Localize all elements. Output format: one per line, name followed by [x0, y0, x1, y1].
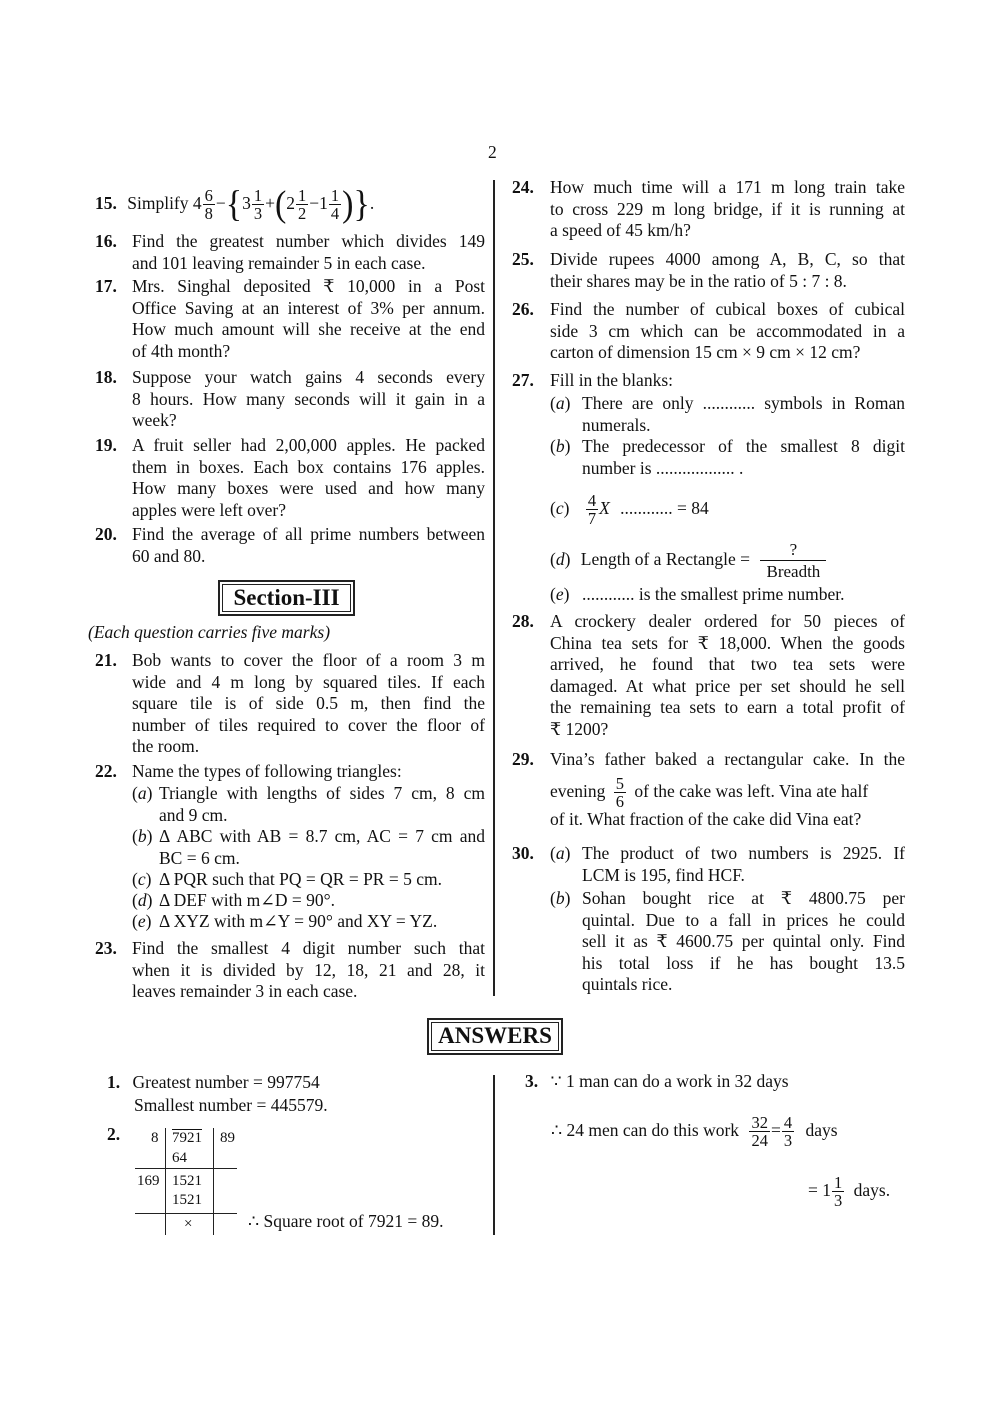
subtrahend: 64 [172, 1150, 187, 1166]
answer-number: 1. [107, 1072, 121, 1092]
text-line: a speed of 45 km/h? [550, 220, 691, 241]
question-body [159, 911, 485, 933]
text-line: numerals. [582, 414, 651, 435]
question-number: 21. [95, 650, 117, 670]
text-line: Sohan bought rice at ₹ 4800.75 per [582, 888, 905, 908]
text-line: of it. What fraction of the cake did Vina eat? [550, 808, 862, 829]
text-line: The predecessor of the smallest 8 digit [582, 436, 905, 456]
text-line: Vina’s father baked a rectangular cake. In the [550, 749, 905, 769]
text-line: Triangle with lengths of sides 7 cm, 8 cm [159, 783, 485, 803]
question-body [582, 393, 905, 436]
number: 2 [286, 193, 296, 213]
answer-3-step: ∴ 24 men can do this work $\frac{32}{24}$ = $\frac{4}{3}$ days [551, 1113, 838, 1151]
quotient: 89 [220, 1130, 235, 1146]
text-line: Find the average of all prime numbers between [132, 524, 485, 544]
sub-label: ( e ) [132, 911, 151, 933]
question-body [132, 231, 485, 274]
question-body [159, 826, 485, 869]
divisor: 8 [151, 1130, 159, 1146]
answer-text: Greatest number = 997754 [132, 1072, 320, 1092]
column-divider [493, 180, 495, 996]
sub-label: (c) [550, 498, 570, 518]
text-line: Δ ABC with AB = 8.7 cm, AC = 7 cm and [159, 826, 485, 846]
section-note: (Each question carries five marks) [88, 622, 331, 642]
question-15 [95, 182, 374, 224]
remainder: 1521 [172, 1173, 202, 1189]
blank-text: ............ = 84 [620, 498, 709, 518]
sub-label: ( e ) [550, 584, 569, 606]
question-body [132, 435, 485, 521]
question-body [550, 611, 905, 741]
fraction: $\frac{1}{3}$ [253, 186, 263, 224]
text-line: A crockery dealer ordered for 50 pieces of [550, 611, 905, 631]
answer-1 [107, 1071, 328, 1117]
question-body [159, 890, 485, 912]
text-line: damaged. At what price per set should he sell [550, 675, 905, 696]
fraction: $\frac{6}{8}$ [204, 186, 213, 224]
text-line: Mrs. Singhal deposited ₹ 10,000 in a Post [132, 276, 485, 296]
question-text: Simplify [127, 193, 189, 213]
question-body [159, 783, 485, 826]
text-line: Δ DEF with m∠D = 90°. [159, 890, 335, 910]
text-line: Office Saving at an interest of 3% per annum. [132, 297, 485, 318]
question-body [582, 843, 905, 886]
text-line: evening $\frac{5}{6}$ of the cake was left. Vina ate half [550, 774, 869, 812]
question-body [582, 584, 905, 606]
text-line: China tea sets for ₹ 18,000. When the goods [550, 632, 905, 653]
text-line: BC = 6 cm. [159, 847, 240, 868]
text-line: their shares may be in the ratio of 5 : 7 : 8. [550, 270, 847, 291]
text-line: quintals rice. [582, 974, 673, 995]
text-line: of 4th month? [132, 340, 231, 361]
question-body [132, 650, 485, 758]
question-body [132, 761, 485, 783]
text-line: ₹ 1200? [550, 718, 609, 739]
text-line: side 3 cm which can be accommodated in a [550, 320, 905, 341]
sub-label: ( d ) [132, 890, 152, 912]
sub-label: ( b ) [550, 436, 570, 458]
number: 4 [192, 193, 202, 213]
text-line: How many boxes were used and how many [132, 478, 485, 499]
sub-label: ( b ) [550, 888, 570, 910]
number: 3 [242, 193, 251, 213]
text-line: and 101 leaving remainder 5 in each case. [132, 252, 426, 273]
answers-column-divider [493, 1075, 495, 1235]
question-number: 20. [95, 524, 117, 544]
fraction: $\frac{4}{3}$ [783, 1113, 793, 1151]
sub-label: ( b ) [132, 826, 152, 848]
question-body [132, 367, 485, 432]
question-body [159, 869, 485, 891]
text-line: apples were left over? [132, 499, 287, 520]
sub-label: ( a ) [550, 843, 570, 865]
zero-remainder: × [184, 1216, 193, 1232]
fraction: $\frac{5}{6}$ [615, 774, 625, 812]
text-line: and 9 cm. [159, 804, 228, 825]
text-line: when it is divided by 12, 18, 21 and 28, it [132, 959, 485, 980]
text-line: quintal. Due to a fall in prices he could [582, 909, 905, 930]
answer-3 [525, 1071, 789, 1092]
question-number: 29. [512, 749, 534, 769]
text-line: to cross 229 m long bridge, if it is running at [550, 198, 905, 219]
divisor: 169 [137, 1173, 160, 1189]
text-line: Find the number of cubical boxes of cubical [550, 299, 905, 319]
text-line: Divide rupees 4000 among A, B, C, so that [550, 249, 905, 269]
text-line: arrived, he found that two tea sets were [550, 654, 905, 675]
question-body [132, 938, 485, 1003]
text-line: wide and 4 m long by squared tiles. If each [132, 671, 485, 692]
text-line: the remaining tea sets to earn a total profit of [550, 697, 905, 718]
fraction: $\frac{32}{24}$ [751, 1113, 768, 1151]
question-body [550, 249, 905, 292]
text-line: carton of dimension 15 cm × 9 cm × 12 cm? [550, 342, 861, 363]
question-number: 28. [512, 611, 534, 631]
page-number: 2 [488, 142, 497, 162]
question-27c [550, 487, 709, 529]
question-number: 19. [95, 435, 117, 455]
text-line: Δ XYZ with m∠Y = 90° and XY = YZ. [159, 911, 438, 931]
question-body [132, 524, 485, 567]
sub-label: ( a ) [550, 393, 570, 415]
sub-label: (d) [550, 549, 571, 569]
text-line: Find the smallest 4 digit number such that [132, 938, 485, 958]
fraction: $\frac{1}{3}$ [834, 1173, 843, 1211]
text-line: How much time will a 171 m long train take [550, 177, 905, 197]
question-number: 25. [512, 249, 534, 269]
variable: X [599, 498, 610, 518]
answer-text: days [805, 1120, 838, 1140]
number: 1 [319, 193, 328, 213]
text-line: The product of two numbers is 2925. If [582, 843, 905, 863]
text-line: leaves remainder 3 in each case. [132, 981, 358, 1002]
fraction: $\frac{4}{7}$ [587, 491, 597, 529]
text-line: Bob wants to cover the floor of a room 3 m [132, 650, 485, 670]
answer-text: ∴ 24 men can do this work [551, 1120, 740, 1140]
question-number: 23. [95, 938, 117, 958]
question-body [582, 436, 905, 479]
text-line: How much amount will she receive at the end [132, 319, 485, 340]
question-27d [550, 537, 827, 582]
question-30-number: 30. [512, 843, 534, 863]
question-number: 16. [95, 231, 117, 251]
answers-heading: ANSWERS [427, 1018, 563, 1055]
question-number: 15. [95, 193, 117, 213]
subtrahend: 1521 [172, 1192, 202, 1208]
question-number: 27. [512, 370, 534, 390]
question-body [132, 276, 485, 362]
text-line: 8 hours. How many seconds will it gain in a [132, 388, 485, 409]
text-line: Suppose your watch gains 4 seconds every [132, 367, 485, 387]
question-number: 17. [95, 276, 117, 296]
section-heading: Section-III [218, 580, 355, 616]
question-number: 24. [512, 177, 534, 197]
answer-text: ∵ 1 man can do a work in 32 days [550, 1071, 789, 1091]
text-line: ............ is the smallest prime number. [582, 584, 845, 604]
answer-text: ∴ Square root of 7921 = 89. [248, 1211, 444, 1231]
answer-number: 2. [107, 1124, 121, 1144]
question-body [582, 888, 905, 996]
question-number: 26. [512, 299, 534, 319]
text-line: Name the types of following triangles: [132, 761, 402, 781]
fraction: $\frac{1}{4}$ [330, 186, 340, 224]
text-line: A fruit seller had 2,00,000 apples. He packed [132, 435, 485, 455]
sub-label: ( c ) [132, 869, 151, 891]
text-line: square tile is of side 0.5 m, then find the [132, 693, 485, 714]
text-line: LCM is 195, find HCF. [582, 864, 745, 885]
question-body [550, 177, 905, 242]
question-number: 22. [95, 761, 117, 781]
text-line: Δ PQR such that PQ = QR = PR = 5 cm. [159, 869, 442, 889]
answer-number: 3. [525, 1071, 539, 1091]
fraction: $\frac{1}{2}$ [298, 186, 307, 224]
answer-text: Smallest number = 445579. [134, 1095, 328, 1115]
answer-3-result: = 1 $\frac{1}{3}$ days. [808, 1173, 891, 1211]
math-expression: 4 $\frac{6}{8}$ −{3 $\frac{1}{3}$ +(2 $\frac{1}{2}$ −1 $\frac{1}{4}$ )}. [192, 184, 375, 225]
question-body [550, 370, 905, 392]
question-number: 18. [95, 367, 117, 387]
text-line: the room. [132, 736, 200, 757]
text-line: number is .................. . [582, 457, 744, 478]
text-line: 60 and 80. [132, 545, 206, 566]
fraction: $\frac{?}{\text{Breadth}}$ [760, 539, 826, 582]
dividend: 7921 [172, 1130, 202, 1146]
question-text: Length of a Rectangle = [580, 549, 751, 569]
text-line: week? [132, 410, 177, 431]
text-line: Find the greatest number which divides 149 [132, 231, 485, 251]
sub-label: ( a ) [132, 783, 152, 805]
text-line: them in boxes. Each box contains 176 apples. [132, 456, 485, 477]
text-line: his total loss if he has bought 13.5 [582, 952, 905, 973]
text-line: number of tiles required to cover the floor of [132, 714, 485, 735]
text-line: There are only ............ symbols in Roman [582, 393, 905, 413]
text-line: Fill in the blanks: [550, 370, 673, 390]
text-line: sell it as ₹ 4600.75 per quintal only. Find [582, 931, 905, 952]
question-body [550, 299, 905, 364]
